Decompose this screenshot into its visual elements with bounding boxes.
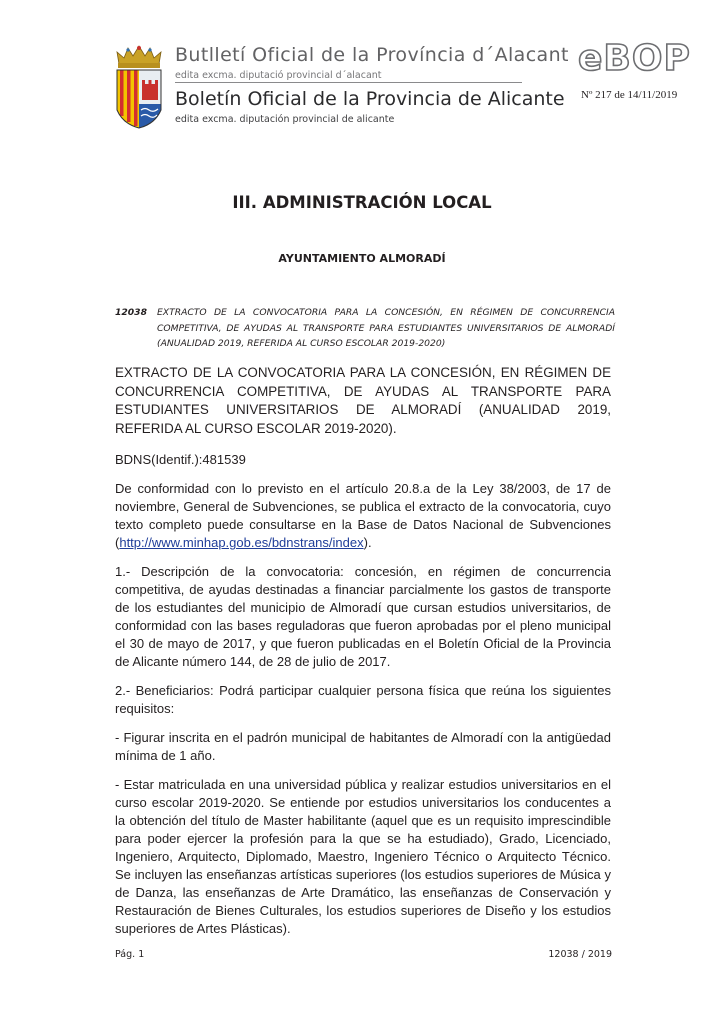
intro-paragraph bbox=[115, 480, 611, 552]
extract-title: EXTRACTO DE LA CONVOCATORIA PARA LA CONCESIÓN, EN RÉGIMEN DE CONCURRENCIA COMPETITIVA, DE AYUDAS AL TRANSPORTE PARA ESTUDIANTES UNIVERSITARIOS DE ALMORADÍ (ANUALIDAD 2019, REFERIDA AL CURSO ESCOLAR 2019-2020). bbox=[115, 365, 611, 436]
announcement-number: 12038 bbox=[115, 307, 147, 318]
ebop-logo-text: eBOP bbox=[578, 38, 691, 79]
paragraph-description: 1.- Descripción de la convocatoria: concesión, en régimen de concurrencia competitiva, de ayudas destinadas a financiar parcialmente los gastos de transporte de los estudiantes del municipio de Almoradí que cursan estudios universitarios, de conformidad con las bases reguladoras que fueron aprobadas por el pleno municipal el 30 de mayo de 2017, y que fueron publicadas en el Boletín Oficial de la Provincia de Alicante número 144, de 28 de julio de 2017. bbox=[115, 564, 611, 670]
valencian-subtitle: edita excma. diputació provincial d´alacant bbox=[175, 70, 382, 81]
announcement-reference bbox=[115, 305, 615, 352]
province-crest-icon bbox=[113, 44, 165, 130]
announcement-summary: EXTRACTO DE LA CONVOCATORIA PARA LA CONCESIÓN, EN RÉGIMEN DE CONCURRENCIA COMPETITIVA, DE AYUDAS AL TRANSPORTE PARA ESTUDIANTES UNIVERSITARIOS DE ALMORADÍ (ANUALIDAD 2019, REFERIDA AL CURSO ESCOLAR 2019-2020) bbox=[157, 307, 615, 349]
valencian-title: Butlletí Oficial de la Província d´Alacant bbox=[175, 44, 569, 66]
bdns-link[interactable]: http://www.minhap.gob.es/bdnstrans/index bbox=[119, 535, 364, 551]
paragraph-beneficiaries: 2.- Beneficiarios: Podrá participar cualquier persona física que reúna los siguientes requisitos: bbox=[115, 683, 611, 717]
section-title: III. ADMINISTRACIÓN LOCAL bbox=[232, 193, 492, 212]
spanish-title: Boletín Oficial de la Provincia de Alicante bbox=[175, 88, 565, 110]
bdns-identifier: BDNS(Identif.):481539 bbox=[115, 452, 246, 468]
document-body bbox=[115, 364, 611, 949]
page-number: Pág. 1 bbox=[115, 949, 145, 960]
entity-name: AYUNTAMIENTO ALMORADÍ bbox=[278, 252, 446, 265]
requirement-residence: - Figurar inscrita en el padrón municipal de habitantes de Almoradí con la antigüedad mínima de 1 año. bbox=[115, 730, 611, 764]
spanish-subtitle: edita excma. diputación provincial de alicante bbox=[175, 114, 395, 125]
announcement-ref-footer: 12038 / 2019 bbox=[548, 949, 612, 960]
intro-text: De conformidad con lo previsto en el artículo 20.8.a de la Ley 38/2003, de 17 de noviembre, General de Subvenciones, se publica el extracto de la convocatoria, cuyo texto completo puede consultarse en la Base de Datos Nacional de Subvenciones ( bbox=[115, 481, 611, 551]
ebop-logo bbox=[576, 33, 691, 79]
intro-end: ). bbox=[363, 535, 372, 551]
header-divider bbox=[175, 82, 522, 83]
issue-number: Nº 217 de 14/11/2019 bbox=[581, 89, 678, 101]
requirement-enrollment: - Estar matriculada en una universidad pública y realizar estudios universitarios en el curso escolar 2019-2020. Se entiende por estudios universitarios los conducentes a la obtención del título de Master habilitante (aquel que es un requisito imprescindible para poder ejercer la profesión para la que se ha estudiado), Grado, Licenciado, Ingeniero, Arquitecto, Diplomado, Maestro, Ingeniero Técnico o Arquitecto Técnico. Se incluyen las enseñanzas artísticas superiores (los estudios superiores de Música y de Danza, las enseñanzas de Arte Dramático, las enseñanzas de Conservación y Restauración de Bienes Culturales, los estudios superiores de Diseño y los estudios superiores de Artes Plásticas). bbox=[115, 777, 611, 937]
